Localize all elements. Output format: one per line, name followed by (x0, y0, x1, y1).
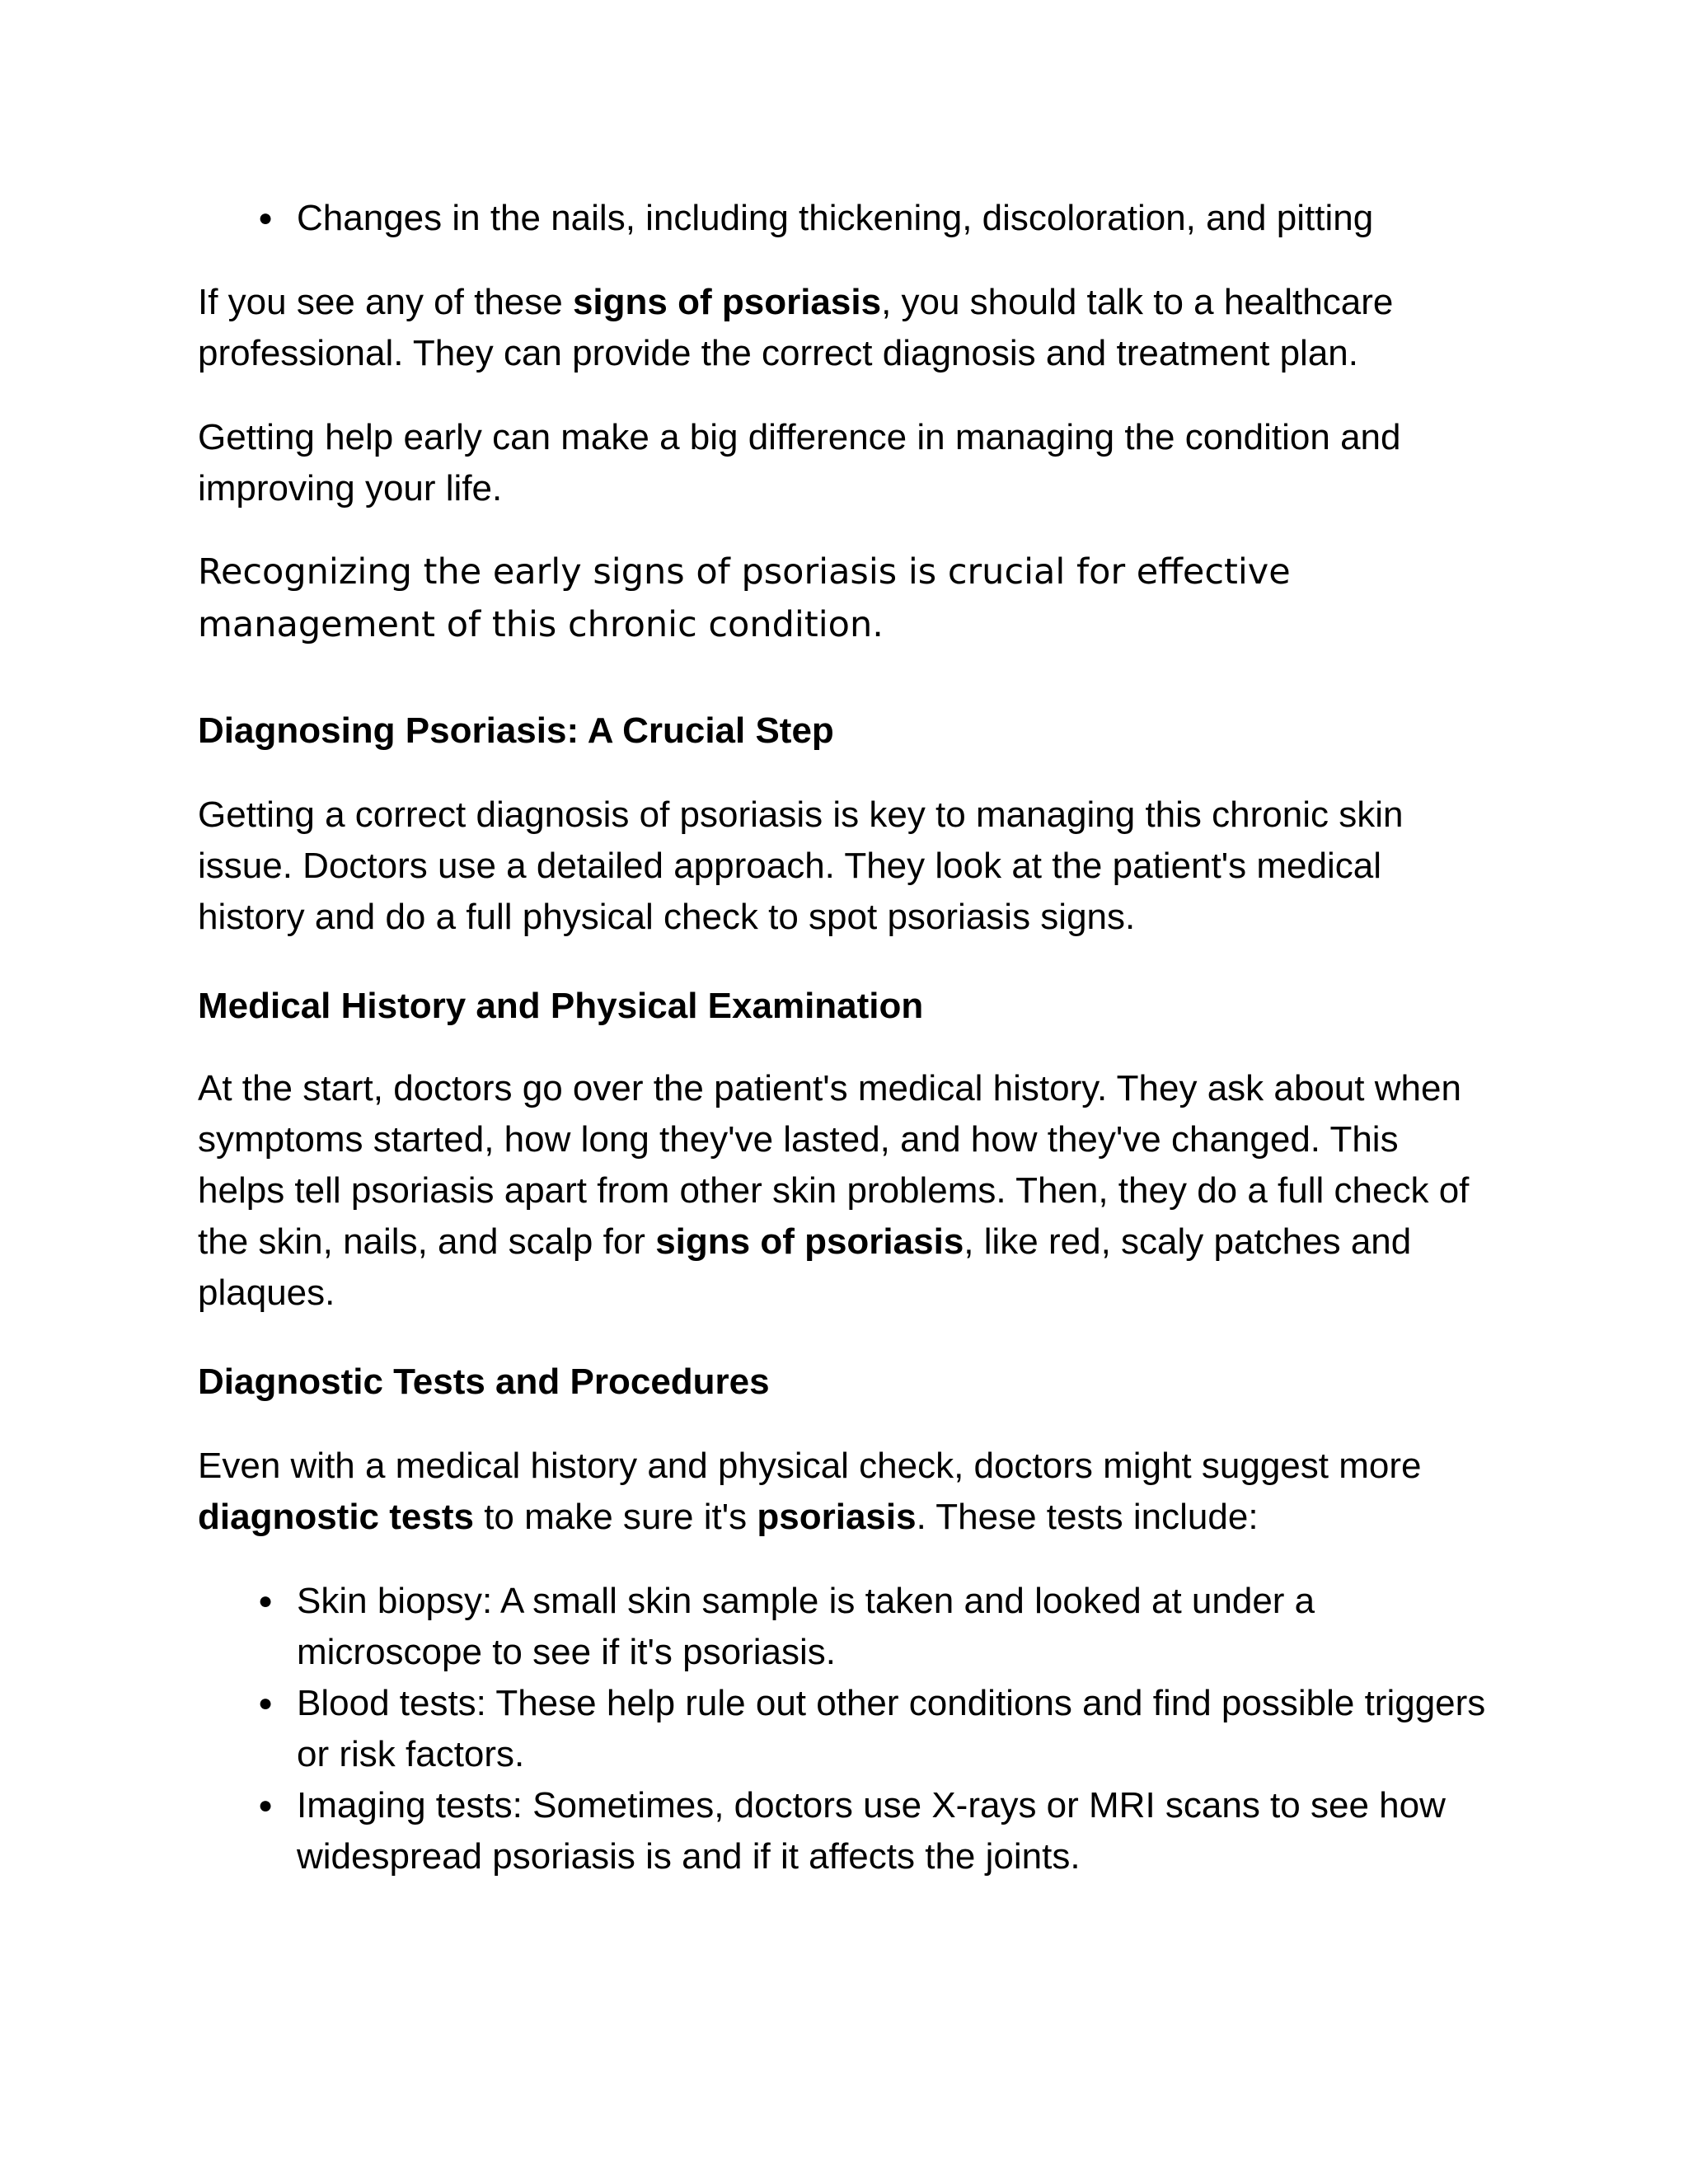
bullet-icon: ● (257, 204, 274, 232)
signs-text-bold: signs of psoriasis (572, 282, 882, 322)
tests-text-bold-1: diagnostic tests (198, 1497, 474, 1537)
tests-text-2: to make sure it's (473, 1497, 757, 1537)
signs-text-after: , you should talk to a healthcare professional. They can provide the correct diagnosis and treatment plan. (198, 282, 1394, 373)
list-item (198, 1678, 1492, 1780)
history-text-bold: signs of psoriasis (655, 1221, 964, 1262)
nail-changes-list (198, 193, 1492, 244)
tests-text-1: Even with a medical history and physical check, doctors might suggest more (198, 1446, 1422, 1486)
signs-paragraph (198, 277, 1492, 379)
list-item-text: Skin biopsy: A small skin sample is taken and looked at under a microscope to see if it's psoriasis. (297, 1581, 1315, 1672)
bullet-icon: ● (257, 1690, 274, 1717)
tests-text-3: . These tests include: (916, 1497, 1259, 1537)
signs-text-before: If you see any of these (198, 282, 573, 322)
recognizing-paragraph: Recognizing the early signs of psoriasis is crucial for effective management of this chronic condition. (198, 551, 1291, 645)
medical-history-paragraph (198, 1063, 1492, 1319)
bullet-icon: ● (257, 1792, 274, 1819)
history-text-before: At the start, doctors go over the patient's medical history. They ask about when symptoms started, how long they've lasted, and how they've changed. This helps tell psoriasis apart from other skin problems. Then, they do a full check of the skin, nails, and scalp for (198, 1068, 1470, 1262)
diagnostic-tests-list (198, 1576, 1492, 1882)
tests-paragraph (198, 1441, 1492, 1543)
list-item (198, 1780, 1492, 1882)
list-item-text: Imaging tests: Sometimes, doctors use X-rays or MRI scans to see how widespread psoriasis is and if it affects the joints. (297, 1785, 1446, 1877)
history-text-after: , like red, scaly patches and plaques. (198, 1221, 1412, 1313)
diagnosis-paragraph: Getting a correct diagnosis of psoriasis is key to managing this chronic skin issue. Doctors use a detailed approach. They look at the patient's medical history and do a full physical check to spot psoriasis signs. (198, 794, 1404, 937)
heading-medical-history: Medical History and Physical Examination (198, 986, 924, 1026)
tests-text-bold-2: psoriasis (757, 1497, 917, 1537)
list-item-text: Changes in the nails, including thickening, discoloration, and pitting (297, 198, 1374, 238)
early-help-paragraph: Getting help early can make a big difference in managing the condition and improving your life. (198, 417, 1401, 509)
heading-diagnostic-tests: Diagnostic Tests and Procedures (198, 1361, 770, 1402)
bullet-icon: ● (257, 1587, 274, 1615)
heading-diagnosing: Diagnosing Psoriasis: A Crucial Step (198, 710, 834, 751)
list-item (198, 193, 1492, 244)
list-item (198, 1576, 1492, 1678)
list-item-text: Blood tests: These help rule out other conditions and find possible triggers or risk factors. (297, 1683, 1486, 1774)
